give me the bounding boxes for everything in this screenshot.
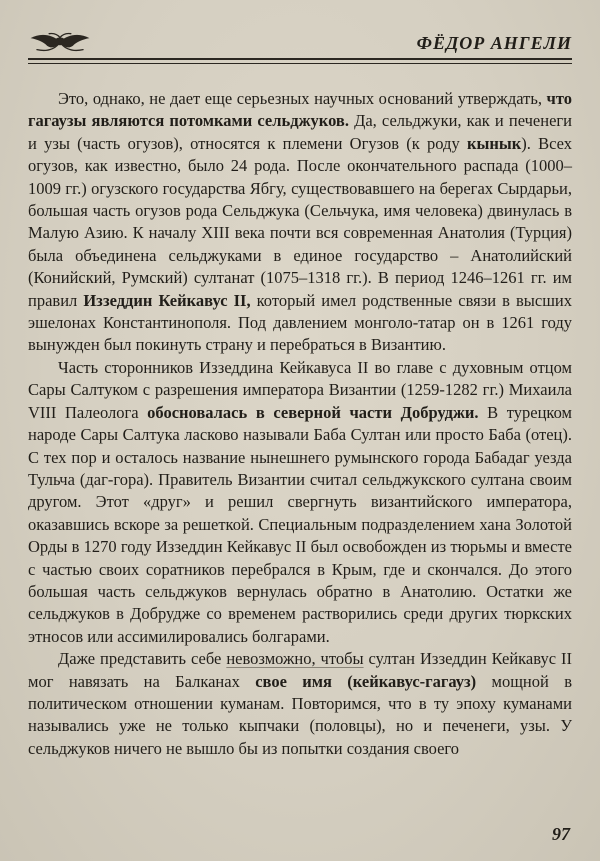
text-run: султан Иззеддин Кейкавус II мог навязать на Балканах: [28, 649, 572, 691]
text-run: Это, однако, не дает еще серьезных научных оснований утверждать,: [58, 89, 547, 108]
text-run: ). Всех огузов, как известно, было 24 рода. После окончательного распада (1000–1009 гг.) огузского государства Ябгу, существовавшего на берегах Сырдарьи, большая часть огузов рода Сельджука (Сельчука, имя человека) двинулась в Малую Азию. К началу XIII века почти вся современная Анатолия (Турция) была объединена сельджуками в единое государство – Анатолийский (Конийский, Румский) султанат (1075–1318 гг.). В период 1246–1261 гг. им правил: [28, 133, 572, 310]
text-run: Часть сторонников Иззеддина Кейкавуса II во главе с духовным отцом Сары Салтуком с разрешения императора Византии (1259-1282 гг.) Михаила VIII Палеолога: [28, 357, 572, 422]
text-run: невозможно, чтобы: [226, 649, 364, 669]
text-run: мощной в политическом отношении куманам. Повторимся, что в ту эпоху куманами назывались уже не только кыпчаки (половцы), но и печенеги, узы. У сельджуков ничего не вышло бы из попытки создания своего: [28, 671, 572, 758]
header-row: [28, 30, 572, 56]
text-run: Даже представить себе: [58, 649, 227, 669]
author-name: ФЁДОР АНГЕЛИ: [416, 33, 572, 53]
text-run: что гагаузы являются потомками сельджуков.: [28, 89, 572, 131]
text-run: свое имя (кейкавус-гагауз): [255, 671, 477, 691]
page-number: 97: [552, 824, 570, 844]
text-run: Иззеддин Кейкавус II,: [83, 290, 251, 310]
paragraph: [28, 357, 572, 648]
header-rule-thick: [28, 58, 572, 60]
floral-fleuron-icon: [28, 31, 92, 58]
page-header: [28, 30, 572, 64]
text-run: В турецком народе Сары Салтука ласково называли Баба Султан или просто Баба (отец). С тех пор и осталось название нынешнего румынского города Бабадаг уезда Тульча (даг-гора). Правитель Византии считал сельджукского султана своим другом. Этот «друг» и решил свергнуть византийского императора, оказавшись вскоре за решеткой. Специальным подразделением хана Золотой Орды в 1270 году Иззеддин Кейкавус II был освобожден из тюрьмы и вместе с частью своих соратников перебрался в Крым, где и скончался. До этого большая часть сельджуков вернулась обратно в Анатолию. Остатки же сельджуков в Добрудже со временем растворились среди других тюркских этносов или ассимилировались болгарами.: [28, 402, 572, 646]
text-run: Да, сельджуки, как и печенеги и узы (часть огузов), относятся к племени Огузов (к роду: [28, 111, 572, 153]
text-run: кынык: [466, 133, 522, 153]
paragraph: [28, 88, 572, 357]
paragraph: [28, 648, 572, 760]
body-text: [28, 88, 572, 760]
text-run: который имел родственные связи в высших эшелонах Константинополя. Под давлением монголо-татар он в 1261 году вынужден был покинуть страну и перебраться в Византию.: [28, 290, 572, 355]
text-run: обосновалась в северной части Добруджи.: [147, 402, 479, 422]
header-rule-thin: [28, 63, 572, 64]
